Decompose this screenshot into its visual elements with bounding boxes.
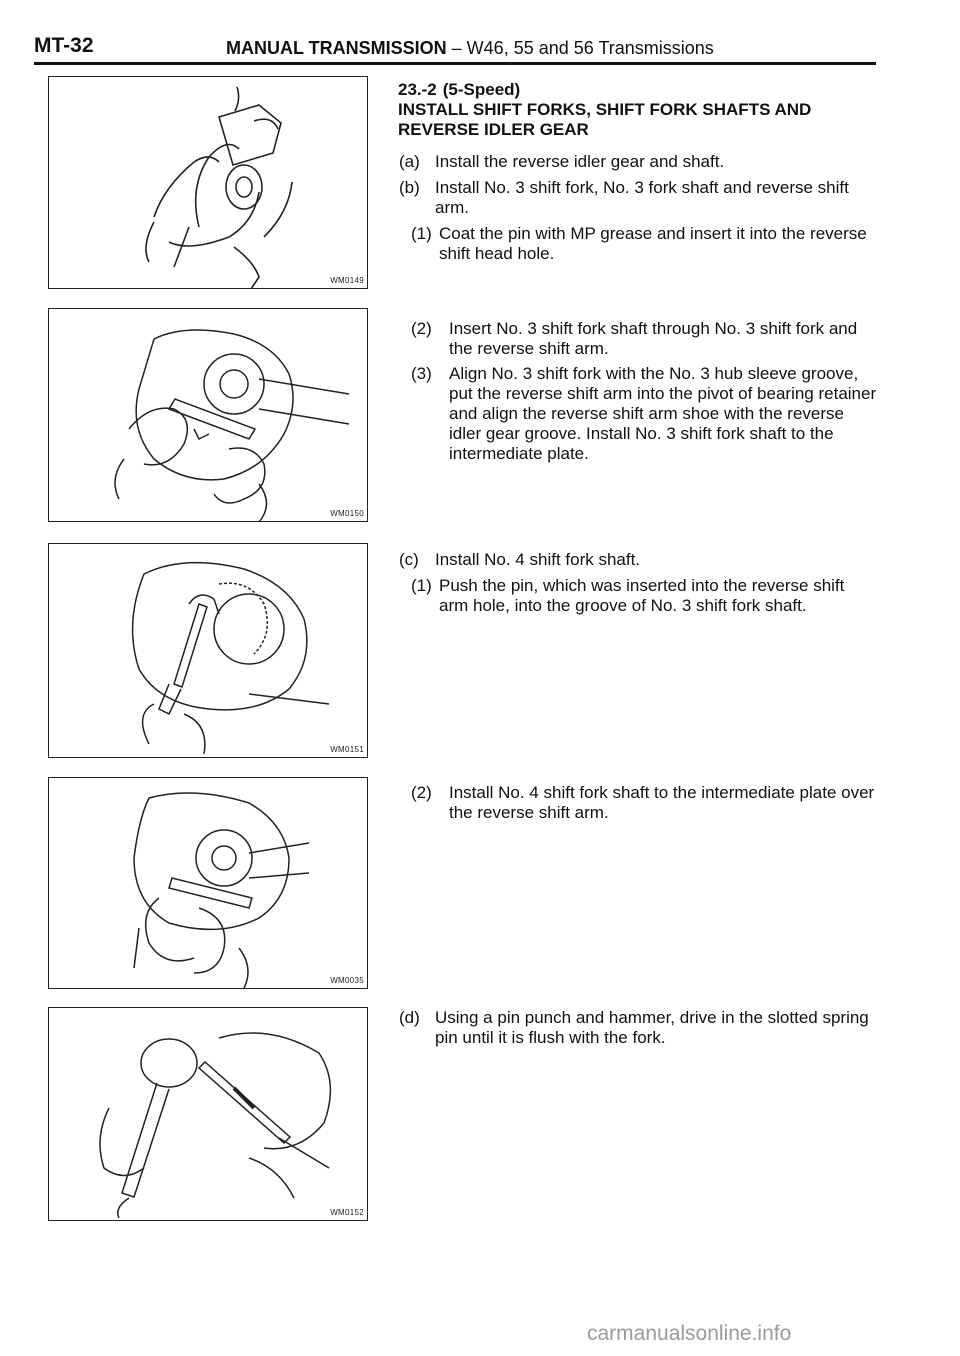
figure-id: WM0035: [330, 976, 364, 985]
instruction-text: Install No. 4 shift fork shaft to the intermediate plate over the reverse shift arm.: [449, 783, 875, 822]
figure-id: WM0151: [330, 745, 364, 754]
instruction-label: (1): [411, 576, 432, 595]
figure-wm0152: [48, 1007, 368, 1221]
step-title-line1: INSTALL SHIFT FORKS, SHIFT FORK SHAFTS AND: [398, 100, 812, 119]
title-bold: MANUAL TRANSMISSION: [226, 38, 447, 58]
step-number: 23.-2: [398, 80, 437, 99]
figure-id: WM0150: [330, 509, 364, 518]
figure-wm0151: [48, 543, 368, 758]
figure-id: WM0149: [330, 276, 364, 285]
instruction-text: Install No. 3 shift fork, No. 3 fork shaft and reverse shift arm.: [435, 178, 849, 217]
step-title-line2: REVERSE IDLER GEAR: [398, 120, 589, 139]
instruction-text: Install the reverse idler gear and shaft.: [435, 152, 725, 171]
title-rest: – W46, 55 and 56 Transmissions: [446, 38, 714, 58]
illustration-shift-arm-assembly: [49, 778, 368, 989]
instruction-text: Coat the pin with MP grease and insert it into the reverse shift head hole.: [439, 224, 867, 263]
page-code: MT-32: [34, 34, 94, 57]
illustration-no4-fork-shaft: [49, 544, 368, 758]
figure-wm0150: [48, 308, 368, 522]
figure-id: WM0152: [330, 1208, 364, 1217]
instruction-text: Align No. 3 shift fork with the No. 3 hub sleeve groove, put the reverse shift arm into the pivot of bearing retainer and align the reverse shift arm shoe with the reverse idler gear groove. Install No. 3 shift fork shaft to the intermediate plate.: [449, 364, 877, 463]
instruction-label: (2): [411, 319, 432, 338]
page-title: [226, 38, 714, 59]
instruction-text: Install No. 4 shift fork shaft.: [435, 550, 641, 569]
step-variant: (5-Speed): [442, 80, 521, 99]
instruction-text: Using a pin punch and hammer, drive in the slotted spring pin until it is flush with the fork.: [435, 1008, 869, 1047]
instruction-label: (c): [399, 550, 419, 569]
instruction-label: (1): [411, 224, 432, 243]
figure-wm0035: [48, 777, 368, 989]
illustration-pin-punch-and-hammer: [49, 1008, 368, 1221]
instruction-label: (2): [411, 783, 432, 802]
instruction-text: Insert No. 3 shift fork shaft through No. 3 shift fork and the reverse shift arm.: [449, 319, 858, 358]
instruction-label: (a): [399, 152, 420, 171]
illustration-shift-fork-shaft-insertion: [49, 309, 368, 522]
step-heading: [398, 80, 878, 140]
instruction-text: Push the pin, which was inserted into the reverse shift arm hole, into the groove of No. 3 shift fork shaft.: [439, 576, 845, 615]
instruction-label: (3): [411, 364, 432, 383]
illustration-hand-holding-shift-head: [49, 77, 368, 289]
instruction-label: (d): [399, 1008, 420, 1027]
watermark: carmanualsonline.info: [587, 1322, 792, 1345]
instruction-label: (b): [399, 178, 420, 197]
page-header: [34, 30, 876, 65]
figure-wm0149: [48, 76, 368, 289]
